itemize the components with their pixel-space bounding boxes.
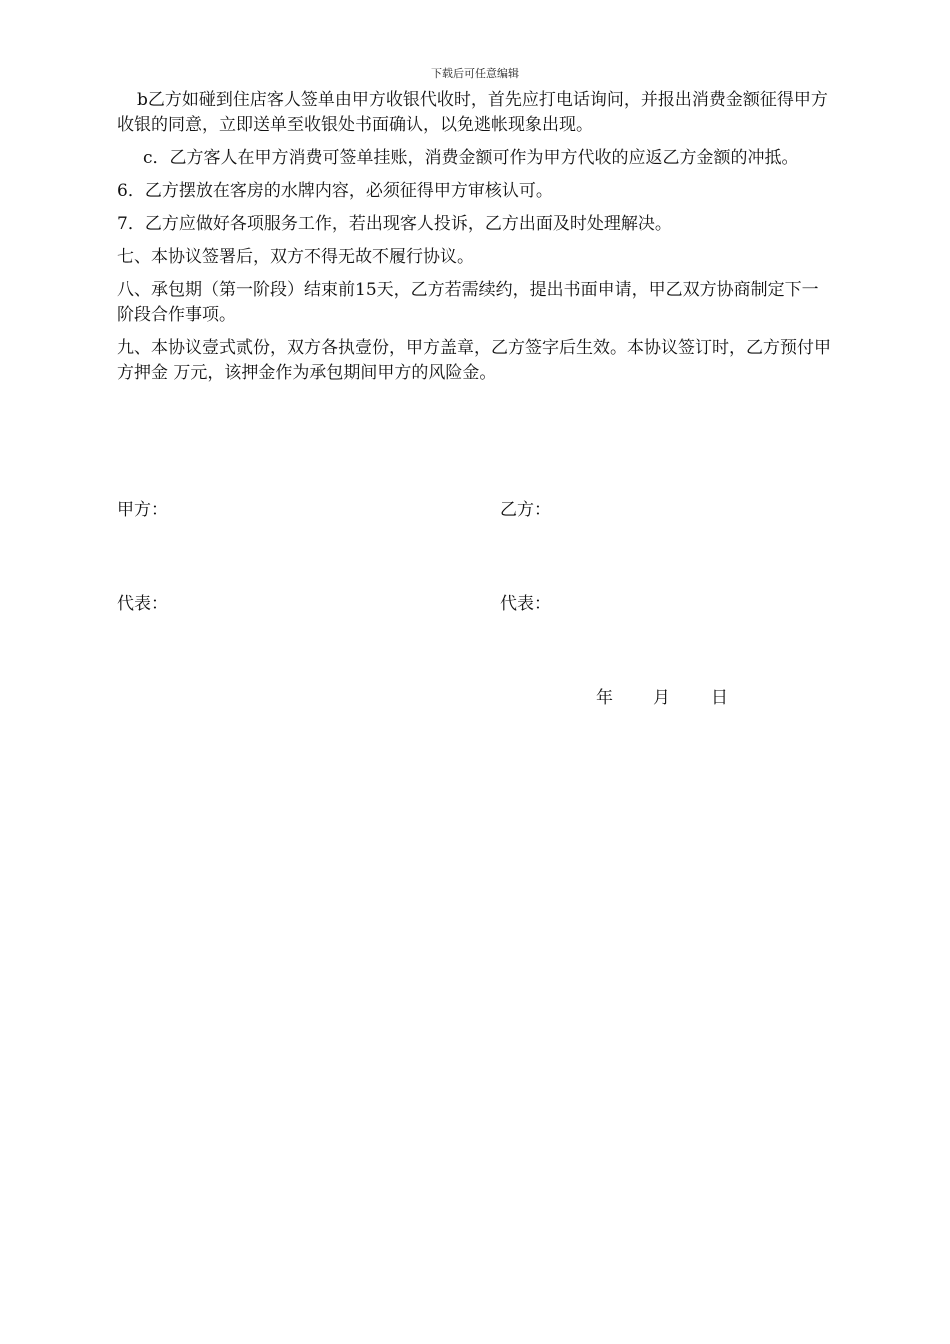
party-a-label: 甲方：: [117, 500, 168, 520]
clause-7: 7．乙方应做好各项服务工作，若出现客人投诉，乙方出面及时处理解决。: [117, 214, 672, 234]
clause-b: b乙方如碰到住店客人签单由甲方收银代收时，首先应打电话询问，并报出消费金额征得甲方收银的同意，立即送单至收银处书面确认，以免逃帐现象出现。: [117, 90, 828, 135]
clause-c: c．乙方客人在甲方消费可签单挂账，消费金额可作为甲方代收的应返乙方金额的冲抵。: [143, 148, 799, 168]
clause-6: 6．乙方摆放在客房的水牌内容，必须征得甲方审核认可。: [117, 181, 553, 201]
date-day-label: 日: [711, 688, 728, 708]
header-note: 下载后可任意编辑: [431, 67, 519, 80]
date-year-label: 年: [596, 688, 613, 708]
representative-b-label: 代表：: [500, 594, 551, 614]
agreement-body: [117, 88, 833, 394]
party-b-label: 乙方：: [500, 500, 551, 520]
representative-a-label: 代表：: [117, 594, 168, 614]
article-8: 八、承包期（第一阶段）结束前15天，乙方若需续约，提出书面申请，甲乙双方协商制定下一阶段合作事项。: [117, 280, 819, 325]
article-9: 九、本协议壹式贰份，双方各执壹份，甲方盖章，乙方签字后生效。本协议签订时，乙方预付甲方押金 万元，该押金作为承包期间甲方的风险金。: [117, 338, 831, 383]
date-month-label: 月: [653, 688, 670, 708]
article-7: 七、本协议签署后，双方不得无故不履行协议。: [117, 247, 474, 267]
